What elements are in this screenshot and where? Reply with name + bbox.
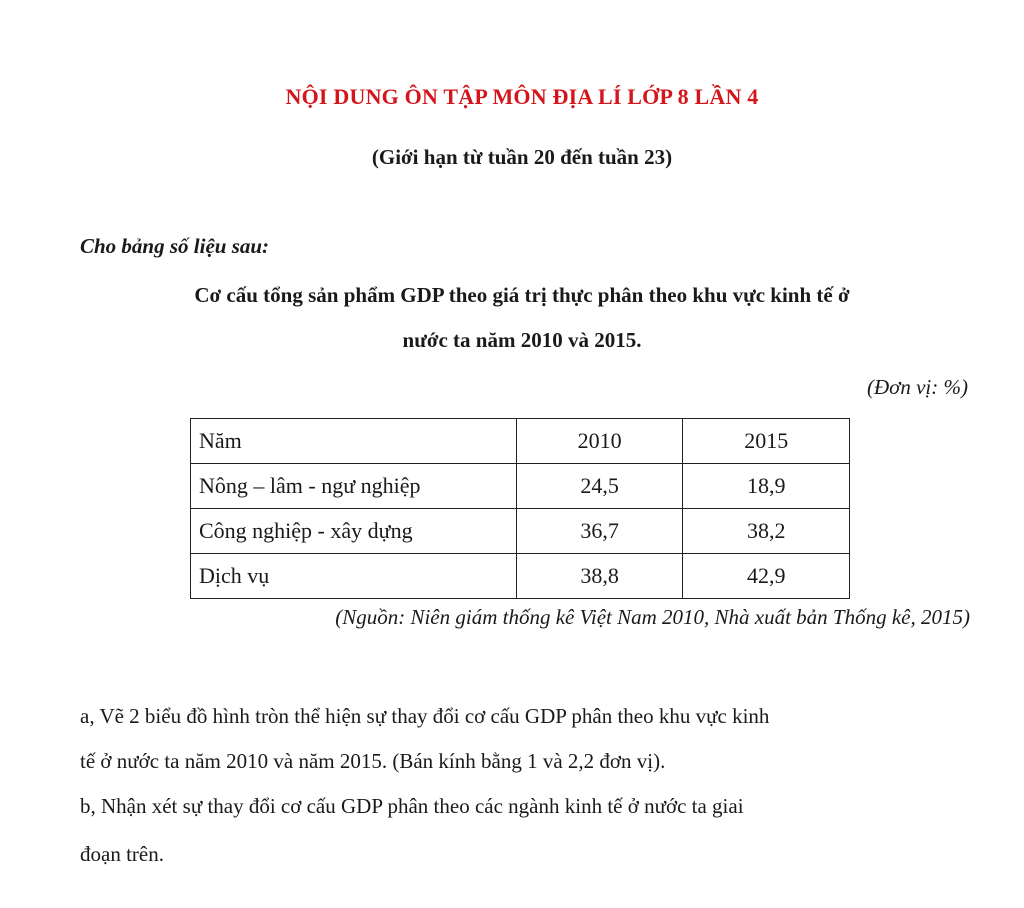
row-value-2010: 36,7 [516,509,683,554]
gdp-structure-table [190,418,850,599]
document-subtitle: (Giới hạn từ tuần 20 đến tuần 23) [371,145,673,169]
row-label: Dịch vụ [191,554,517,599]
question-a-line-2: tế ở nước ta năm 2010 và năm 2015. (Bán kính bằng 1 và 2,2 đơn vị). [80,749,666,773]
table-header-row [191,419,850,464]
row-value-2015: 18,9 [683,464,850,509]
row-value-2015: 38,2 [683,509,850,554]
question-a-line-1: a, Vẽ 2 biểu đồ hình tròn thể hiện sự thay đổi cơ cấu GDP phân theo khu vực kinh [80,704,770,728]
question-b-line-1: b, Nhận xét sự thay đổi cơ cấu GDP phân theo các ngành kinh tế ở nước ta giai [80,794,744,818]
table-caption-line-1: Cơ cấu tổng sản phẩm GDP theo giá trị thực phân theo khu vực kinh tế ở [194,283,850,307]
document-title: NỘI DUNG ÔN TẬP MÔN ĐỊA LÍ LỚP 8 LẦN 4 [285,84,759,109]
row-label: Nông – lâm - ngư nghiệp [191,464,517,509]
header-cell-2015: 2015 [683,419,850,464]
row-value-2010: 38,8 [516,554,683,599]
table-row [191,554,850,599]
unit-note: (Đơn vị: %) [866,375,968,399]
table-row [191,464,850,509]
question-b-line-2: đoạn trên. [80,842,164,866]
row-value-2010: 24,5 [516,464,683,509]
table-row [191,509,850,554]
intro-text: Cho bảng số liệu sau: [80,234,270,258]
header-cell-2010: 2010 [516,419,683,464]
row-label: Công nghiệp - xây dựng [191,509,517,554]
source-note: (Nguồn: Niên giám thống kê Việt Nam 2010, Nhà xuất bản Thống kê, 2015) [335,605,970,629]
header-cell-year: Năm [191,419,517,464]
row-value-2015: 42,9 [683,554,850,599]
table-caption-line-2: nước ta năm 2010 và 2015. [402,328,642,352]
